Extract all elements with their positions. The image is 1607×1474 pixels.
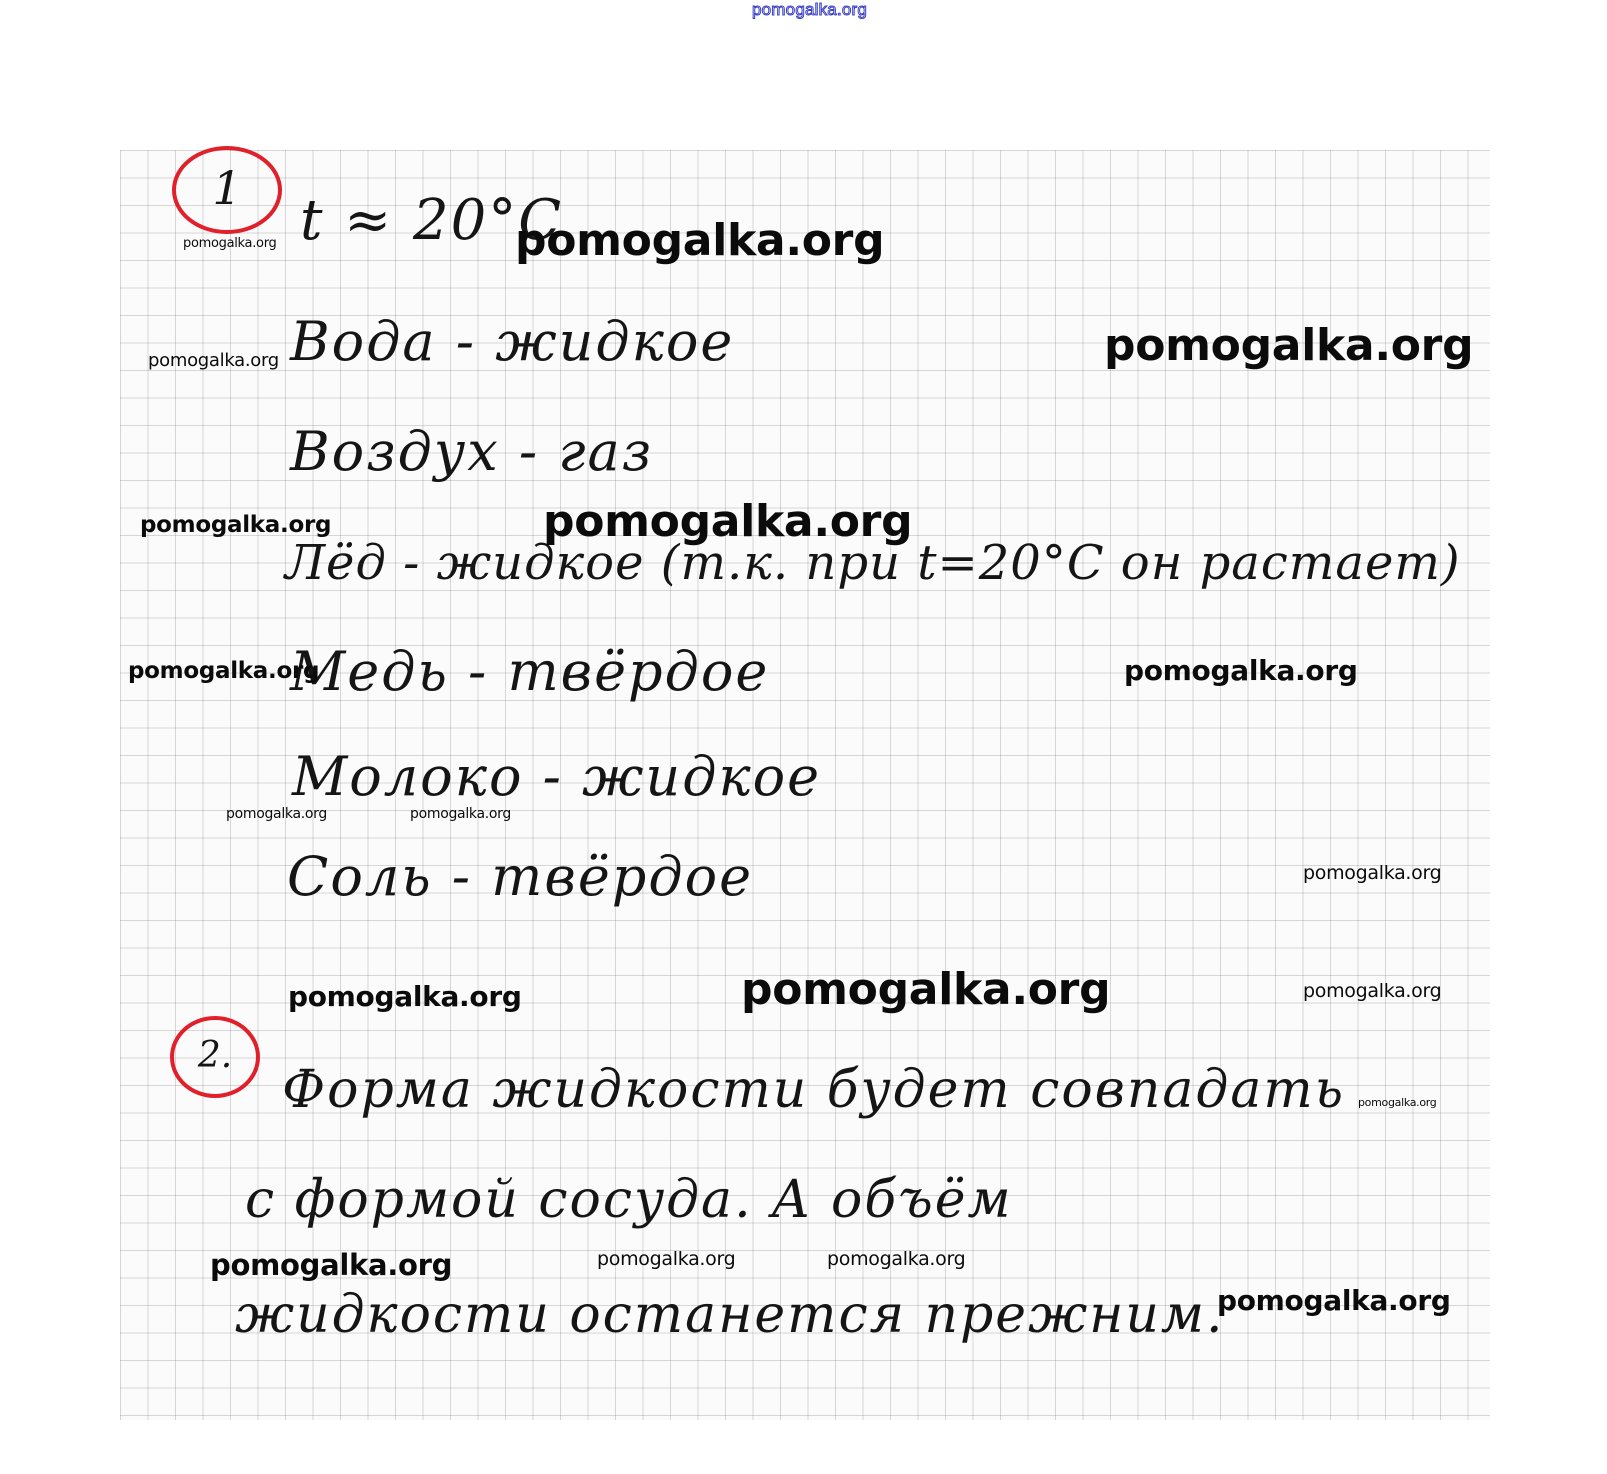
task2-line-1: Форма жидкости будет совпадать: [282, 1060, 1346, 1120]
task1-line-ice: Лёд - жидкое (т.к. при t=20°C он растает): [285, 535, 1461, 591]
watermark: pomogalka.org: [827, 1248, 966, 1270]
task1-line-air: Воздух - газ: [290, 420, 654, 483]
watermark: pomogalka.org: [1104, 320, 1474, 371]
task2-number: 2.: [197, 1034, 233, 1076]
task1-line-salt: Соль - твёрдое: [287, 845, 754, 908]
task1-line-milk: Молоко - жидкое: [292, 745, 822, 808]
watermark: pomogalka.org: [210, 1248, 453, 1282]
watermark: pomogalka.org: [183, 236, 277, 251]
task1-line-copper: Медь - твёрдое: [290, 640, 770, 703]
watermark: pomogalka.org: [148, 350, 279, 371]
task2-line-2: с формой сосуда. А объём: [245, 1170, 1013, 1230]
watermark: pomogalka.org: [543, 496, 913, 547]
watermark: pomogalka.org: [140, 512, 332, 538]
watermark: pomogalka.org: [1124, 654, 1358, 687]
watermark: pomogalka.org: [128, 658, 320, 684]
watermark: pomogalka.org: [1217, 1284, 1451, 1317]
watermark: pomogalka.org: [410, 806, 511, 822]
watermark: pomogalka.org: [226, 806, 327, 822]
task2-line-3: жидкости останется прежним.: [235, 1285, 1225, 1345]
task1-number-circle: [172, 146, 282, 234]
task1-condition: t ≈ 20°C: [300, 188, 564, 253]
watermark: pomogalka.org: [1303, 980, 1442, 1002]
watermark: pomogalka.org: [288, 980, 522, 1013]
task1-line-water: Вода - жидкое: [290, 310, 735, 373]
watermark: pomogalka.org: [515, 215, 885, 266]
watermark: pomogalka.org: [597, 1248, 736, 1270]
task2-number-circle: [170, 1016, 260, 1098]
watermark: pomogalka.org: [741, 964, 1111, 1015]
top-site-watermark: pomogalka.org: [752, 0, 868, 19]
watermark: pomogalka.org: [1358, 1096, 1437, 1109]
watermark: pomogalka.org: [1303, 862, 1442, 884]
task1-number: 1: [212, 160, 242, 215]
